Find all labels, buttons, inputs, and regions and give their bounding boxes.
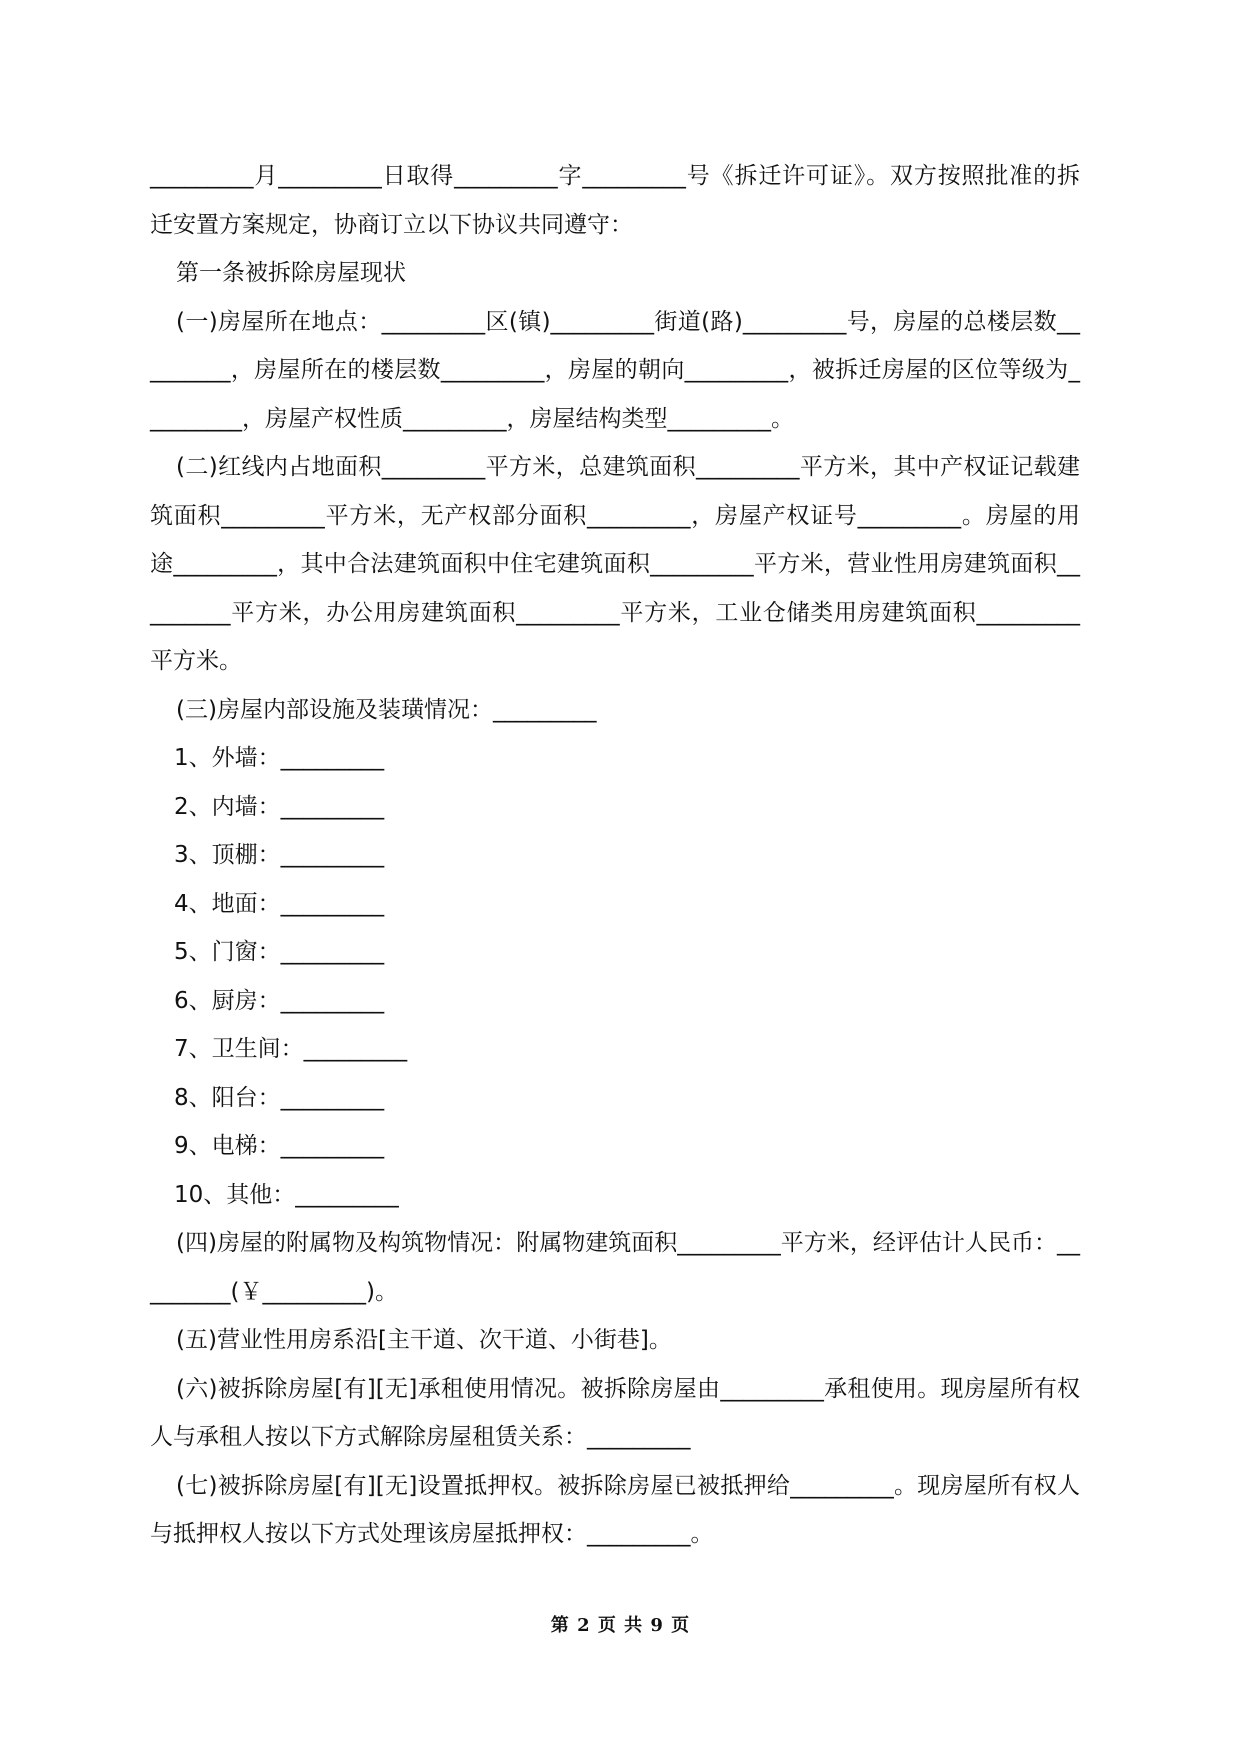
article-heading: 第一条被拆除房屋现状 xyxy=(176,260,406,286)
section-facilities: (三)房屋内部设施及装璜情况：_________ xyxy=(176,696,597,723)
section-commercial: (五)营业性用房系沿[主干道、次干道、小街巷]。 xyxy=(176,1327,672,1353)
facility-item: 5、门窗：_________ xyxy=(174,939,385,965)
section-mortgage: (七)被拆除房屋[有][无]设置抵押权。被拆除房屋已被抵押给_________。现房屋所有权人与抵押权人按以下方式处理该房屋抵押权：_________。 xyxy=(150,1472,1080,1547)
page-number-footer: 第 2 页 共 9 页 xyxy=(550,1615,691,1636)
section-location: (一)房屋所在地点：_________区(镇)_________街道(路)_________号，房屋的总楼层数_________，房屋所在的楼层数_________，房屋的朝向_________，被拆迁房屋的区位等级为_________，房屋产权性质_________，房屋结构类型_________。 xyxy=(150,308,1080,432)
section-lease: (六)被拆除房屋[有][无]承租使用情况。被拆除房屋由_________承租使用。现房屋所有权人与承租人按以下方式解除房屋租赁关系：_________ xyxy=(150,1375,1080,1450)
section-area: (二)红线内占地面积_________平方米，总建筑面积_________平方米，其中产权证记载建筑面积_________平方米，无产权部分面积_________，房屋产权证号_________。房屋的用途_________，其中合法建筑面积中住宅建筑面积_________平方米，营业性用房建筑面积_________平方米，办公用房建筑面积_________平方米，工业仓储类用房建筑面积_________平方米。 xyxy=(150,454,1080,674)
facility-item: 8、阳台：_________ xyxy=(174,1084,385,1111)
facility-item: 9、电梯：_________ xyxy=(174,1133,385,1159)
intro-paragraph: _________月_________日取得_________字_________号《拆迁许可证》。双方按照批准的拆迁安置方案规定，协商订立以下协议共同遵守： xyxy=(150,163,1080,238)
facility-item: 1、外墙：_________ xyxy=(174,745,385,771)
facility-item: 6、厨房：_________ xyxy=(174,987,385,1014)
document-body xyxy=(150,152,1080,1559)
facility-item: 3、顶棚：_________ xyxy=(174,842,385,868)
facility-item: 2、内墙：_________ xyxy=(174,793,385,820)
facility-item: 4、地面：_________ xyxy=(174,890,385,917)
facility-item: 10、其他：_________ xyxy=(174,1181,399,1208)
facility-item: 7、卫生间：_________ xyxy=(174,1036,408,1062)
section-attachments: (四)房屋的附属物及构筑物情况：附属物建筑面积_________平方米，经评估计人民币：_________(￥_________)。 xyxy=(150,1230,1080,1305)
